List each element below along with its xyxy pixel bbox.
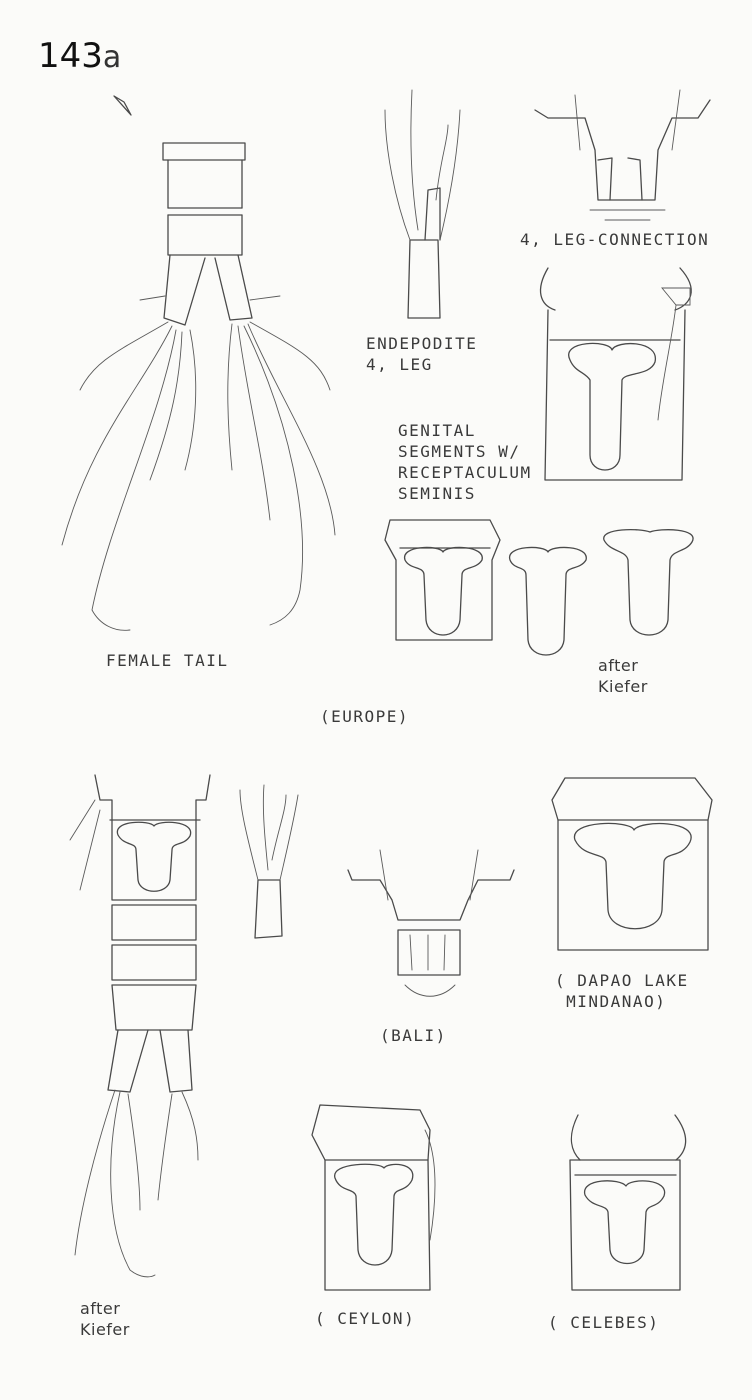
label-female-tail: FEMALE TAIL [106, 651, 229, 670]
bali-leg-connection-drawing [348, 850, 514, 996]
label-bali: (BALI) [380, 1026, 447, 1045]
ceylon-genital-segment [312, 1105, 435, 1290]
label-ceylon: ( CEYLON) [315, 1309, 416, 1328]
label-leg-connection: 4, LEG-CONNECTION [520, 230, 710, 249]
label-celebes: ( CELEBES) [548, 1313, 660, 1332]
label-after-kiefer-bottom: after Kiefer [80, 1299, 130, 1339]
label-genital-segments: GENITAL SEGMENTS W/ RECEPTACULUM SEMINIS [398, 421, 532, 503]
label-after-kiefer-top: after Kiefer [598, 656, 648, 696]
pointer-mark [114, 96, 131, 115]
lower-endopodite-drawing [240, 785, 298, 938]
plate-number-value: 143 [38, 36, 103, 76]
label-dapao-lake: ( DAPAO LAKE MINDANAO) [555, 971, 689, 1011]
plate-suffix: a [102, 40, 122, 75]
genital-segment-row [385, 520, 693, 655]
label-endopodite: ENDEPODITE 4, LEG [366, 334, 478, 374]
genital-segment-large [541, 268, 692, 480]
label-europe: (EUROPE) [320, 707, 410, 726]
celebes-genital-segment [570, 1115, 686, 1290]
female-tail-drawing [62, 143, 335, 630]
dapao-genital-segment [552, 778, 712, 950]
lower-body-drawing [70, 775, 210, 1277]
leg-connection-drawing [535, 90, 710, 220]
endopodite-drawing [385, 90, 460, 318]
